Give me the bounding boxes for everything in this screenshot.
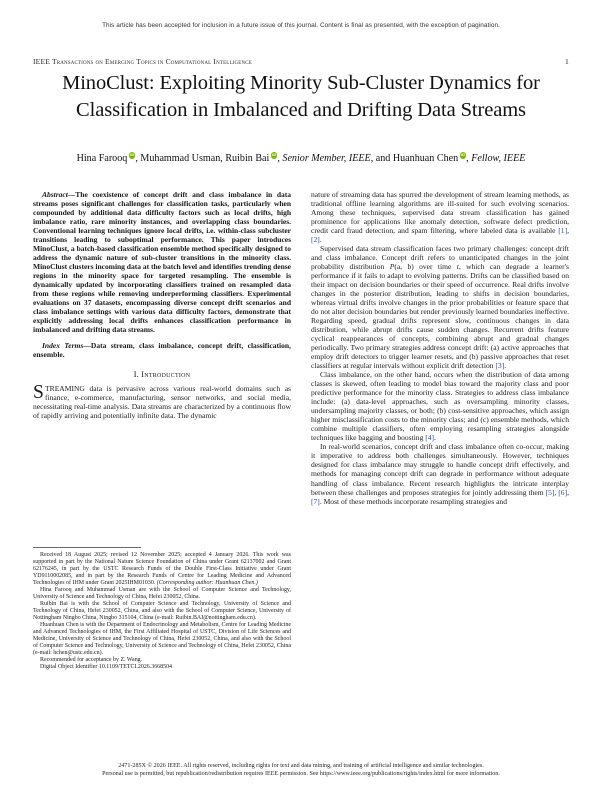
citation-link-7[interactable]: [7] [311, 496, 320, 506]
footnote-recommended-by: Recommended for acceptance by Z. Wang. [40, 656, 143, 663]
intro-paragraph-3 [311, 370, 569, 442]
orcid-id-icon[interactable] [271, 152, 278, 159]
math-args: (a, b) [394, 262, 414, 272]
citation-link-5[interactable]: [5] [545, 487, 555, 497]
orcid-id-icon[interactable] [460, 152, 467, 159]
intro-p1-cont-text: nature of streaming data has spurred the development of stream learning methods, as traditional offline learning algorithms are ill-suited for such evolving scenarios. Among these techniques, supervised data stream classification has gained prominence for applications like anomaly detection, software defect prediction, credit card fraud detection, and spam filtering, where labeled data is available [311, 190, 569, 236]
copyright-line-1: 2471-285X © 2026 IEEE. All rights reserved, including rights for text and data mining, and training of artificial intelligence and similar technologies. [118, 763, 484, 769]
citation-end: . [319, 235, 322, 245]
author-sep-4: , [466, 153, 472, 164]
column-left [33, 190, 291, 420]
column-right [311, 190, 569, 506]
intro-p2-b: over time [413, 262, 457, 272]
citation-link-2[interactable]: [2] [311, 235, 320, 245]
intro-paragraph-1-text: data is pervasive across various real-world domains such as finance, e-commerce, manufacturing, sensor networks, and social media, necessitating real-time analysis. Data streams are characterized by a continuous flow of rapidly arriving and potentially infinite data. The dynamic [33, 384, 291, 421]
footnote-divider [33, 547, 141, 548]
intro-p2-c: , which can degrade a learner's performance if it fails to adapt to evolving patterns. Drifts can be classified based on their impact on decision boundaries or their speed of occurrence. Real drifts involve changes in the posterior distribution, leading to shifts in decision boundaries, whereas virtual drifts involve changes in the prior probabilities or feature space that do not alter decision boundaries but render previously learned boundaries ineffective. Regarding speed, gradual drifts represent slow, continuous changes in data distribution, while abrupt drifts cause sudden changes. Recurrent drifts feature cyclical reappearances of concepts, combining abrupt and gradual changes periodically. Two primary strategies address concept drift: (a) active approaches that employ drift detectors to trigger learner resets, and (b) passive approaches that reset classifiers at regular intervals without explicit drift detection [311, 262, 569, 371]
author-name-2: Muhammad Usman, Ruibin Bai [140, 153, 270, 164]
running-head [33, 57, 569, 66]
math-symbol-t: t [456, 262, 459, 272]
index-terms-label: Index Terms— [42, 341, 91, 351]
footnote-corresponding-author: (Corresponding author: Huanhuan Chen.) [156, 579, 258, 586]
footnote-affiliation-2: Ruibin Bai is with the School of Computer Science and Technology, University of Science and Technology of China, Hefei 230052, China, and also with the School of Computer Science, University of Nottingham Ningbo China, Ningbo 315104, China (e-mail: Ruibin.BAI@nottingham.edu.cn). [33, 600, 291, 621]
author-list [30, 152, 572, 165]
intro-paragraph-4 [311, 442, 569, 505]
citation-sep: , [567, 226, 569, 236]
math-symbol-P: P [389, 262, 395, 272]
citation-sep-a: , [554, 487, 559, 497]
title-block [38, 70, 564, 123]
orcid-id-icon[interactable] [129, 152, 136, 159]
intro-paragraph-1 [33, 384, 291, 420]
drop-cap: S [33, 382, 44, 404]
author-name-3: Huanhuan Chen [392, 153, 459, 164]
section-heading-introduction: I. Introduction [133, 370, 191, 380]
intro-p3-a: Class imbalance, on the other hand, occurs when the distribution of data among classes is skewed, often leading to model bias toward the majority class and poor predictive performance for the minority class. Strategies to address class imbalance include: (a) data-level approaches, such as oversampling minority classes, undersampling majority classes, or both; (b) cost-sensitive approaches, which assign higher misclassification costs to the minority class; and (c) ensemble methods, which combine multiple classifiers, often employing resampling strategies alongside techniques like bagging and boosting [311, 370, 569, 443]
page-number: 1 [565, 57, 569, 66]
footnote-block [33, 552, 291, 671]
author-role-3: Fellow, IEEE [471, 153, 526, 164]
citation-link-3[interactable]: [3] [495, 361, 505, 371]
page-title: MinoClust: Exploiting Minority Sub-Cluster Dynamics for Classification in Imbalanced and Drifting Data Streams [62, 72, 540, 121]
abstract-paragraph [33, 190, 291, 334]
copyright-line-2: Personal use is permitted, but republication/redistribution requires IEEE permission. See https://www.ieee.org/publications/rights/index.html for more information. [102, 771, 500, 778]
author-sep-3: , and [370, 153, 393, 164]
author-sep-1: , [135, 153, 141, 164]
author-sep-2: , [277, 153, 283, 164]
index-terms-paragraph [33, 341, 291, 359]
footnote-received [33, 552, 291, 587]
abstract-text: The coexistence of concept drift and class imbalance in data streams poses significant challenges for classification tasks, particularly when compounded by additional data difficulty factors such as local drifts, high imbalance ratio, rare minority instances, and overlapping class boundaries. Conventional learning techniques ignore local drifts, i.e. within-class subcluster transitions leading to suboptimal performance. This paper introduces MinoClust, a batch-based classification ensemble method specifically designed to address the dynamic nature of sub-cluster transitions in the minority class. MinoClust clusters incoming data at the batch level and identifies trending dense regions in the minority space for targeted resampling. The ensemble is dynamically updated by incorporating classifiers trained on resampled data from these regions while removing underperforming classifiers. Experimental evaluations on 37 datasets, encompassing diverse concept drift scenarios and class imbalance settings with various data difficulty factors, demonstrate that explicitly addressing local drifts enhances classification performance in imbalanced and drifting data streams. [33, 190, 291, 335]
copyright-footer [18, 762, 584, 778]
journal-name: IEEE Transactions on Emerging Topics in Computational Intelligence [33, 57, 252, 66]
author-name-1: Hina Farooq [76, 153, 128, 164]
footnote-affiliation-3: Huanhuan Chen is with the Department of Endocrinology and Metabolism, Centre for Leading Medicine and Advanced Technologies of IHM, the First Affiliated Hospital of USTC, Division of Life Sciences and Medicine, University of Science and Technology of China, Hefei 230052, China, and also with the School of Computer Science and Technology, University of Science and Technology of China, Hefei 230052, China (e-mail: hchen@ustc.edu.cn). [33, 621, 291, 656]
abstract-label: Abstract— [42, 190, 76, 199]
citation-link-6[interactable]: [6] [558, 487, 568, 497]
footnote-doi: Digital Object Identifier 10.1109/TETCI.2026.3668504 [40, 663, 173, 670]
intro-p3-end: . [434, 433, 436, 443]
intro-paragraph-2 [311, 244, 569, 370]
intro-p2-end: . [504, 361, 507, 371]
citation-sep-b: , [567, 487, 569, 497]
intro-p4-end: . Most of these methods incorporate resampling strategies and [319, 496, 507, 506]
acceptance-banner: This article has been accepted for inclusion in a future issue of this journal. Content is final as presented, with the exception of pagination. [102, 22, 500, 29]
intro-smallcaps: TREAMING [45, 384, 85, 394]
intro-p2-a: Supervised data stream classification faces two primary challenges: concept drift and class imbalance. Concept drift refers to unanticipated changes in the joint probability distribution [311, 244, 569, 272]
footnote-received-text: Received 18 August 2025; revised 12 November 2025; accepted 4 January 2026. This work was supported in part by the National Nature Science Foundation of China under Grant 62137002 and Grant 62176245, in part by the USTC Research Funds of the Double First-Class Initiative under Grant YD9110002085, and in part by the Research Funds of Centre for Leading Medicine and Advanced Technologies of IHM under Grant 2025IHM01030. [33, 552, 291, 586]
index-terms-text: Data stream, class imbalance, concept drift, classification, ensemble. [33, 341, 291, 360]
author-role-2: Senior Member, IEEE [282, 153, 371, 164]
citation-link-1[interactable]: [1] [558, 226, 568, 236]
intro-paragraph-1-continued [311, 190, 569, 244]
intro-p4-a: In real-world scenarios, concept drift and class imbalance often co-occur, making it imperative to address both challenges simultaneously. However, techniques designed for class imbalance may struggle to handle concept drift effectively, and methods for managing concept drift can degrade in performance without adequate handling of class imbalance. Recent research highlights the intricate interplay between these challenges and proposes strategies for jointly addressing them [311, 442, 569, 497]
footnote-affiliation-1: Hina Farooq and Muhammad Usman are with the School of Computer Science and Technology, University of Science and Technology of China, Hefei 230052, China. [33, 586, 291, 600]
citation-link-4[interactable]: [4] [425, 433, 435, 443]
